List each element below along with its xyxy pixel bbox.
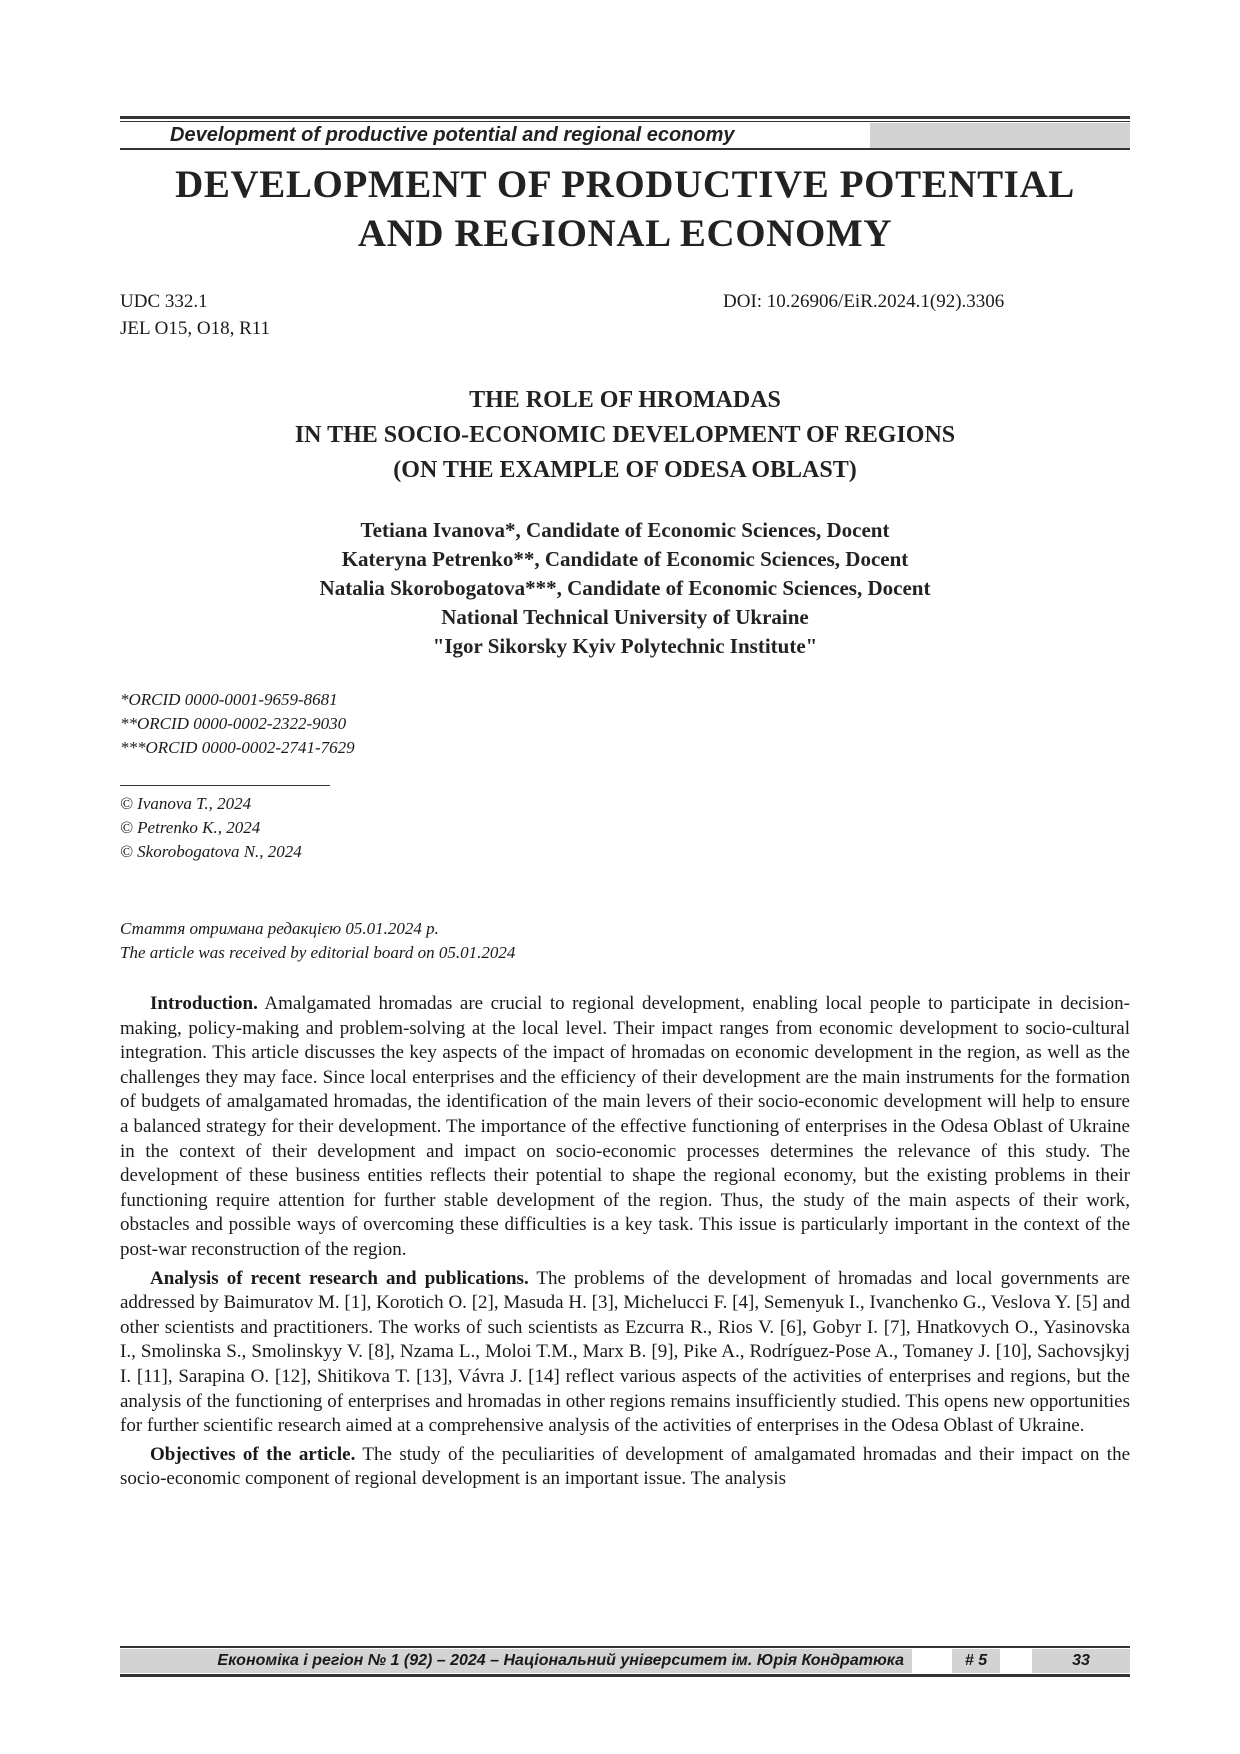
section-title — [120, 160, 1130, 258]
article-title-line: THE ROLE OF HROMADAS — [469, 387, 781, 413]
paragraph-text: The problems of the development of hromadas and local governments are addressed by Baimuratov M. [1], Korotich O. [2], Masuda H. [3], Michelucci F. [4], Semenyuk I., Ivanchenko G., Veslova Y. [5] and other scientists and practitioners. The works of such scientists as Ezcurra R., Rios V. [6], Gobyr I. [7], Hnatkovych O., Yasinovska I., Smolinska S., Smolinskyy V. [8], Nzama L., Moloi T.M., Marx B. [9], Pike A., Rodríguez-Pose A., Tomaney J. [10], Sachovsjkyj I. [11], Sarapina O. [12], Shitikova T. [13], Vávra J. [14] reflect various aspects of the activities of enterprises and regions, but the analysis of the functioning of enterprises and hromadas in other regions remains insufficiently studied. This opens new opportunities for further scientific research aimed at a comprehensive analysis of the activities of enterprises in the Odesa Oblast of Ukraine. — [120, 1267, 1130, 1437]
doi: DOI: 10.26906/EiR.2024.1(92).3306 — [723, 291, 1005, 312]
section-title-line: AND REGIONAL ECONOMY — [357, 212, 893, 255]
author-line: Kateryna Petrenko**, Candidate of Economic Sciences, Docent — [341, 547, 909, 571]
received-line-en: The article was received by editorial board on 05.01.2024 — [120, 943, 516, 962]
footer-rule-bottom — [120, 1674, 1130, 1677]
orcid-line: *ORCID 0000-0001-9659-8681 — [120, 690, 338, 709]
paragraph-analysis — [120, 1267, 1130, 1439]
header-rule-bottom — [120, 148, 1130, 150]
copyright-line: © Skorobogatova N., 2024 — [120, 842, 302, 861]
paragraph-heading: Introduction. — [150, 993, 258, 1014]
header-gray-bar — [870, 123, 1130, 148]
article-body — [120, 992, 1130, 1496]
paragraph-heading: Analysis of recent research and publications. — [150, 1267, 529, 1289]
udc-code: UDC 332.1 — [120, 291, 208, 312]
received-line-ua: Стаття отримана редакцією 05.01.2024 р. — [120, 919, 439, 938]
paragraph-objectives — [120, 1443, 1130, 1492]
affiliation-line: National Technical University of Ukraine — [441, 605, 809, 629]
footer-band — [120, 1649, 1130, 1673]
copyright-notes — [120, 792, 302, 864]
affiliation-line: "Igor Sikorsky Kyiv Polytechnic Institute" — [432, 634, 818, 658]
footnote-divider — [120, 785, 330, 786]
paragraph-introduction — [120, 992, 1130, 1263]
running-header: Development of productive potential and regional economy — [170, 124, 735, 146]
copyright-line: © Ivanova T., 2024 — [120, 794, 252, 813]
author-line: Natalia Skorobogatova***, Candidate of Economic Sciences, Docent — [319, 576, 931, 600]
orcid-line: ***ORCID 0000-0002-2741-7629 — [120, 738, 355, 757]
paragraph-text: Amalgamated hromadas are crucial to regional development, enabling local people to participate in decision-making, policy-making and problem-solving at the local level. Their impact ranges from economic development to socio-cultural integration. This article discusses the key aspects of the impact of hromadas on economic development in the region, as well as the challenges they may face. Since local enterprises and the efficiency of their development are the main instruments for the formation of budgets of amalgamated hromadas, the identification of the main levers of their socio-economic development will help to ensure a balanced strategy for their development. The importance of the effective functioning of enterprises in the Odesa Oblast of Ukraine in the context of their development and impact on socio-economic processes determines the relevance of this study. The development of these business entities reflects their potential to shape the regional economy, but the existing problems in their functioning require attention for further stable development of the region. Thus, the study of the main aspects of their work, obstacles and possible ways of overcoming these difficulties is a key task. This issue is particularly important in the context of the post-war reconstruction of the region. — [120, 993, 1130, 1260]
copyright-line: © Petrenko K., 2024 — [120, 818, 261, 837]
section-title-line: DEVELOPMENT OF PRODUCTIVE POTENTIAL — [175, 163, 1075, 206]
orcid-notes — [120, 688, 355, 760]
article-title-line: IN THE SOCIO-ECONOMIC DEVELOPMENT OF REGIONS — [294, 422, 956, 448]
page-number: 33 — [1032, 1649, 1130, 1673]
header-rule — [120, 116, 1130, 119]
article-title-line: (ON THE EXAMPLE OF ODESA OBLAST) — [393, 457, 857, 483]
journal-page — [120, 0, 1130, 1754]
footer-journal: Економіка і регіон № 1 (92) – 2024 – Національний університет ім. Юрія Кондратюка — [120, 1649, 912, 1673]
footer-rule — [120, 1646, 1130, 1648]
running-header-band — [120, 123, 1130, 148]
paragraph-text: The study of the peculiarities of development of amalgamated hromadas and their impact on the socio-economic component of regional development is an important issue. The analysis — [120, 1443, 1131, 1490]
orcid-line: **ORCID 0000-0002-2322-9030 — [120, 714, 347, 733]
received-note — [120, 917, 515, 965]
jel-code: JEL O15, O18, R11 — [120, 318, 271, 339]
article-title — [120, 383, 1130, 488]
paragraph-heading: Objectives of the article. — [150, 1443, 356, 1465]
author-line: Tetiana Ivanova*, Candidate of Economic Sciences, Docent — [360, 518, 890, 542]
author-block — [120, 516, 1130, 661]
footer-issue: # 5 — [952, 1649, 1000, 1673]
header-rule-thin — [120, 121, 1130, 122]
